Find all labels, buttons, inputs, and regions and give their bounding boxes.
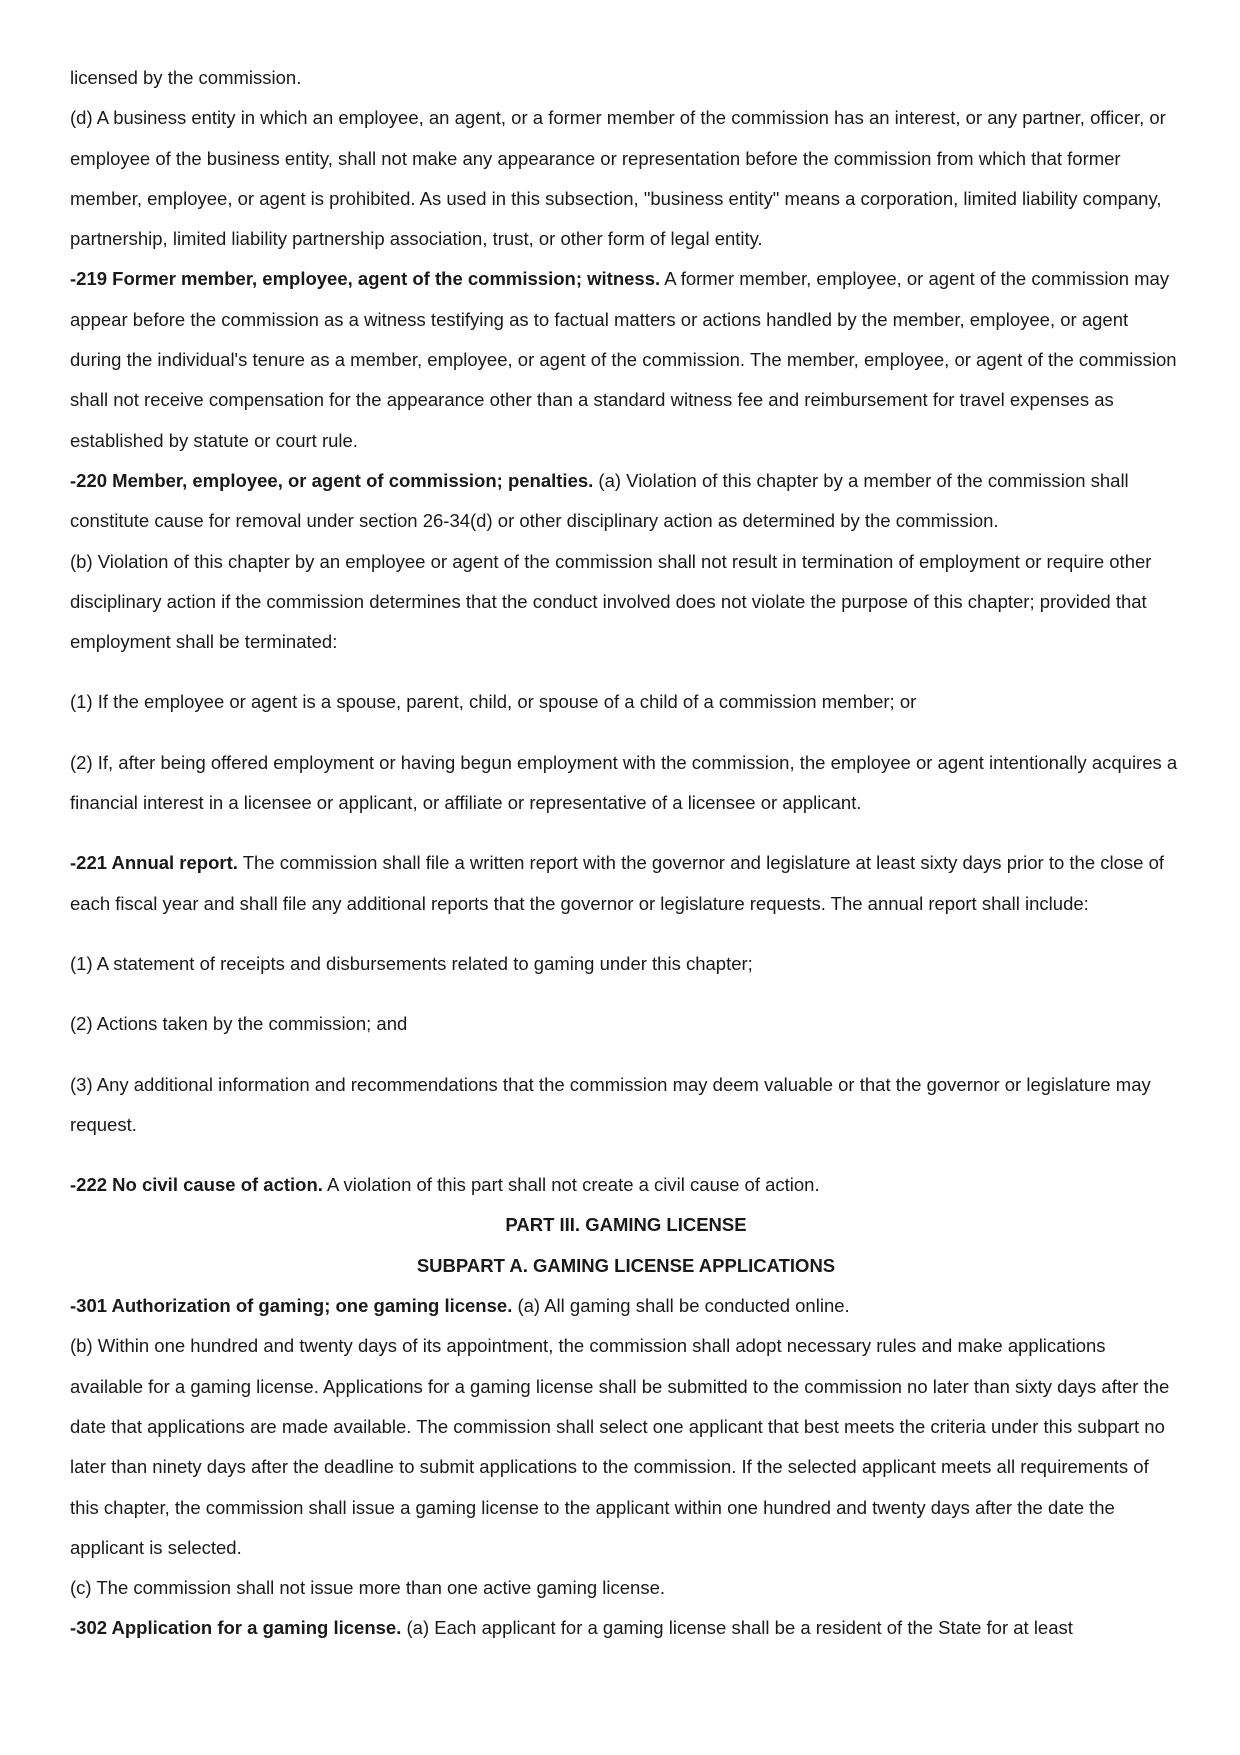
paragraph-221-3 xyxy=(70,1065,1182,1146)
paragraph-text: (1) If the employee or agent is a spouse, parent, child, or spouse of a child of a commission member; or xyxy=(70,691,917,713)
section-heading: -222 No civil cause of action. xyxy=(70,1174,323,1196)
paragraph-text: (3) Any additional information and recommendations that the commission may deem valuable or that the governor or legislature may request. xyxy=(70,1073,1151,1135)
section-301 xyxy=(70,1286,1182,1326)
section-heading: -219 Former member, employee, agent of the commission; witness. xyxy=(70,268,661,290)
section-heading: -301 Authorization of gaming; one gaming license. xyxy=(70,1295,513,1317)
paragraph-text: (2) If, after being offered employment or having begun employment with the commission, the employee or agent intentionally acquires a financial interest in a licensee or applicant, or affiliate or representative of a licensee or applicant. xyxy=(70,751,1178,814)
section-222 xyxy=(70,1165,1182,1205)
paragraph-text: licensed by the commission. xyxy=(70,67,302,88)
section-302 xyxy=(70,1608,1182,1648)
paragraph-d xyxy=(70,98,1182,259)
paragraph-text: (c) The commission shall not issue more than one active gaming license. xyxy=(70,1577,666,1599)
paragraph-220-b-2 xyxy=(70,743,1182,824)
paragraph-221-2 xyxy=(70,1004,1182,1044)
paragraph-text: (b) Violation of this chapter by an employee or agent of the commission shall not result in termination of employment or require other disciplinary action if the commission determines that the conduct involved does not violate the purpose of this chapter; provided that employment shall be terminated: xyxy=(70,550,1152,653)
section-heading: -221 Annual report. xyxy=(70,852,238,874)
section-221 xyxy=(70,843,1182,924)
section-220 xyxy=(70,461,1182,542)
paragraph-text: (2) Actions taken by the commission; and xyxy=(70,1013,408,1035)
paragraph-221-1 xyxy=(70,944,1182,984)
paragraph-301-c xyxy=(70,1568,1182,1608)
section-heading: -220 Member, employee, or agent of commission; penalties. xyxy=(70,469,594,491)
section-text: (a) All gaming shall be conducted online. xyxy=(512,1295,850,1317)
paragraph-text: (b) Within one hundred and twenty days of its appointment, the commission shall adopt necessary rules and make applications available for a gaming license. Applications for a gaming license shall be submitted to the commission no later than sixty days after the date that applications are made available. The commission shall select one applicant that best meets the criteria under this subpart no later than ninety days after the deadline to submit applications to the commission. If the selected applicant meets all requirements of this chapter, the commission shall issue a gaming license to the applicant within one hundred and twenty days after the date the applicant is selected. xyxy=(70,1335,1170,1558)
paragraph-301-b xyxy=(70,1326,1182,1568)
section-text: The commission shall file a written report with the governor and legislature at least sixty days prior to the close of each fiscal year and shall file any additional reports that the governor or legislature requests. The annual report shall include: xyxy=(70,852,1165,914)
section-text: A violation of this part shall not create a civil cause of action. xyxy=(322,1174,820,1196)
section-text: A former member, employee, or agent of the commission may appear before the commission as a witness testifying as to factual matters or actions handled by the member, employee, or agent during the individual's tenure as a member, employee, or agent of the commission. The member, employee, or agent of the commission shall not receive compensation for the appearance other than a standard witness fee and reimbursement for travel expenses as established by statute or court rule. xyxy=(70,268,1177,451)
paragraph-continuation xyxy=(70,58,1182,98)
subpart-heading: SUBPART A. GAMING LICENSE APPLICATIONS xyxy=(416,1254,836,1276)
paragraph-text: (d) A business entity in which an employee, an agent, or a former member of the commission has an interest, or any partner, officer, or employee of the business entity, shall not make any appearance or representation before the commission from which that former member, employee, or agent is prohibited. As used in this subsection, "business entity" means a corporation, limited liability company, partnership, limited liability partnership association, trust, or other form of legal entity. xyxy=(70,107,1166,250)
section-text: (a) Violation of this chapter by a member of the commission shall constitute cause for removal under section 26-34(d) or other disciplinary action as determined by the commission. xyxy=(70,469,1129,532)
paragraph-220-b xyxy=(70,542,1182,663)
paragraph-text: (1) A statement of receipts and disbursements related to gaming under this chapter; xyxy=(70,952,753,974)
section-text: (a) Each applicant for a gaming license shall be a resident of the State for at least xyxy=(401,1617,1073,1639)
section-219 xyxy=(70,259,1182,460)
paragraph-220-b-1 xyxy=(70,682,1182,722)
section-heading: -302 Application for a gaming license. xyxy=(70,1617,402,1639)
part-heading: PART III. GAMING LICENSE xyxy=(505,1214,747,1236)
